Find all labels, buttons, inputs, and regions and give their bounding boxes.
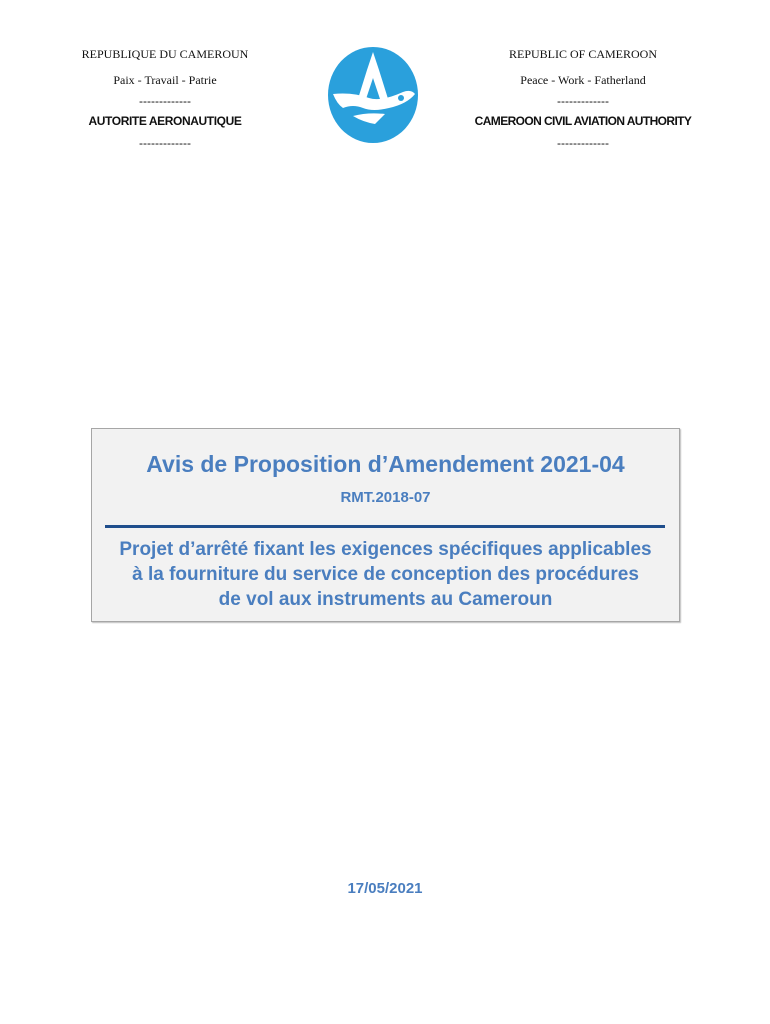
description-line: à la fourniture du service de conception des procédures [132,564,639,585]
separator: ------------- [557,136,609,150]
document-date: 17/05/2021 [347,880,423,897]
header-right [458,44,708,150]
motto-fr: Paix - Travail - Patrie [113,73,217,87]
country-fr: REPUBLIQUE DU CAMEROUN [81,47,249,61]
ccaa-logo-icon [323,42,423,146]
notice-box [91,428,680,622]
country-en: REPUBLIC OF CAMEROON [508,47,658,61]
notice-description [96,537,675,612]
authority-fr: AUTORITE AERONAUTIQUE [88,114,242,128]
notice-title: Avis de Proposition d’Amendement 2021-04 [146,451,625,477]
notice-reference: RMT.2018-07 [340,489,431,506]
divider [105,525,665,528]
motto-en: Peace - Work - Fatherland [520,73,646,87]
separator: ------------- [557,94,609,108]
description-line: de vol aux instruments au Cameroun [218,589,553,610]
description-line: Projet d’arrêté fixant les exigences spécifiques applicables [119,539,652,560]
header-left [40,44,290,150]
authority-en: CAMEROON CIVIL AVIATION AUTHORITY [474,114,692,128]
separator: ------------- [139,136,191,150]
separator: ------------- [139,94,191,108]
